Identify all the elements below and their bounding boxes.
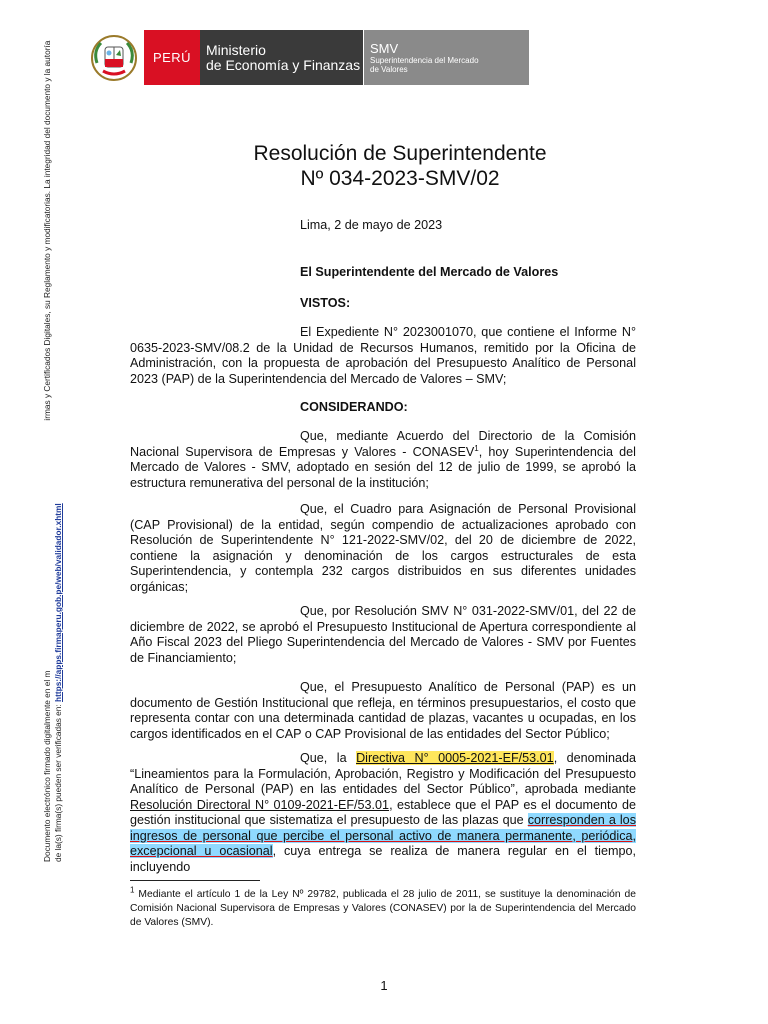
page-number: 1	[380, 978, 388, 993]
para2-text: Que, el Cuadro para Asignación de Personal Provisional (CAP Provisional) de la entidad, según compendio de actualizaciones aprobado con Resolución de Superintendente N° 121-2022-SMV/02, del 20 de diciembre de 2022, contiene la asignación y denominación de los cargos estructurales de esta Superintendencia, y contempla 232 cargos distribuidos en sus diferentes unidades orgánicas;	[130, 502, 636, 594]
resolucion-reference: Resolución Directoral N° 0109-2021-EF/53.01	[130, 797, 390, 812]
coat-of-arms-icon	[84, 30, 144, 85]
para1-text-b: , hoy Superintendencia del Mercado de Valores - SMV, adoptado en sesión del 12 de julio de 1999, se aprobó la estructura remunerativa del personal de la institución;	[130, 444, 636, 490]
smv-line-2: de Valores	[370, 64, 408, 74]
date-line: Lima, 2 de mayo de 2023	[300, 218, 443, 232]
para5-text-b: , denominada “Lineamientos para la Formulación, Aprobación, Registro y Modificación del Presupuesto Analítico de Personal (PAP) en las entidades del Sector Público”, aprobada mediante	[130, 751, 636, 796]
smv-badge	[364, 30, 529, 85]
smv-line-1: Superintendencia del Mercado	[370, 55, 479, 65]
considerando-paragraph-1	[130, 429, 636, 491]
peru-badge: PERÚ	[144, 30, 200, 85]
ministry-line-2: de Economía y Finanzas	[206, 56, 361, 73]
highlighted-income-clause: corresponden a los ingresos de personal que percibe el personal activo de manera permanente, periódica, excepcional u ocasional	[130, 813, 636, 858]
considerando-heading: CONSIDERANDO:	[300, 400, 408, 414]
footnote	[130, 885, 636, 930]
signature-note-line-2: de la(s) firma(s) pueden ser verificadas en:	[53, 704, 63, 862]
vistos-text: El Expediente N° 2023001070, que contiene el Informe N° 0635-2023-SMV/08.2 de la Unidad de Recursos Humanos, remitido por la Oficina de Administración, con la propuesta de aprobación del Presupuesto Analítico de Personal 2023 (PAP) de la Superintendencia del Mercado de Valores – SMV;	[130, 325, 636, 386]
title-line-2: Nº 034-2023-SMV/02	[300, 167, 500, 190]
signature-note-line-1: Documento electrónico firmado digitalmente en el m	[42, 670, 52, 862]
para5-text-c: , establece que el PAP es el documento de gestión institucional que sistematiza el presupuesto de las plazas que	[130, 797, 636, 827]
validator-link[interactable]: https://apps.firmaperu.gob.pe/web/validador.xhtml	[53, 503, 63, 702]
header-logos	[84, 30, 529, 85]
considerando-paragraph-4	[130, 680, 636, 742]
smv-acronym: SMV	[370, 40, 399, 56]
vistos-heading: VISTOS:	[300, 296, 351, 310]
footnote-divider	[130, 880, 260, 881]
authority-line: El Superintendente del Mercado de Valores	[300, 265, 559, 279]
considerando-paragraph-3	[130, 604, 636, 666]
page-title	[170, 141, 630, 191]
considerando-paragraph-5	[130, 751, 636, 875]
footnote-number: 1	[130, 885, 135, 895]
footnote-ref: 1	[474, 443, 479, 453]
para5-text-a: Que, la	[300, 751, 357, 765]
para5-text-d: , cuya entrega se realiza de manera regular en el tiempo, incluyendo	[130, 844, 636, 874]
vistos-paragraph	[130, 325, 636, 387]
para3-text: Que, por Resolución SMV N° 031-2022-SMV/01, del 22 de diciembre de 2022, se aprobó el Presupuesto Institucional de Apertura correspondiente al Año Fiscal 2023 del Pliego Superintendencia del Mercado de Valores - SMV por Fuentes de Financiamiento;	[130, 604, 636, 665]
ministry-badge	[200, 30, 363, 85]
para1-text-a: Que, mediante Acuerdo del Directorio de la Comisión Nacional Supervisora de Empresas y Valores - CONASEV	[130, 429, 636, 459]
signature-note-line-1b: irmas y Certificados Digitales, su Reglamento y modificatorias. La integridad del documento y la autoría	[42, 40, 52, 421]
ministry-line-1: Ministerio	[206, 41, 266, 58]
digital-signature-note	[42, 40, 64, 862]
considerando-paragraph-2	[130, 502, 636, 595]
directiva-reference: Directiva N° 0005-2021-EF/53.01	[356, 751, 554, 765]
para4-text: Que, el Presupuesto Analítico de Personal (PAP) es un documento de Gestión Institucional que refleja, en términos presupuestarios, el costo que representa contar con una determinada cantidad de plazas, vacantes u ocupadas, en los cargos identificados en el CAP o CAP Provisional de las entidades del Sector Público;	[130, 680, 636, 741]
title-line-1: Resolución de Superintendente	[253, 142, 547, 165]
footnote-text: Mediante el artículo 1 de la Ley Nº 29782, publicada el 28 julio de 2011, se sustituye la denominación de Comisión Nacional Supervisora de Empresas y Valores (CONASEV) por la de Superintendencia del Mercado de Valores (SMV).	[130, 889, 636, 928]
